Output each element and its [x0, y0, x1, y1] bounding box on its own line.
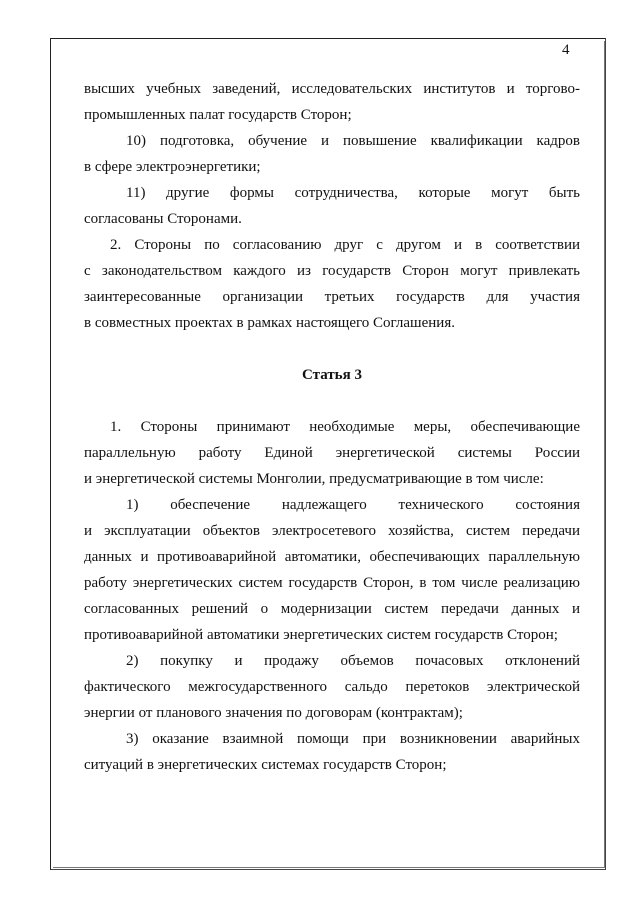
text-line: параллельную работу Единой энергетической системы России [84, 445, 580, 461]
article-heading: Статья 3 [302, 367, 362, 383]
spacer [84, 388, 580, 414]
text-line: согласованы Сторонами. [84, 211, 242, 227]
text-line: с законодательством каждого из государств Сторон могут привлекать [84, 263, 580, 279]
text-line: заинтересованные организации третьих государств для участия [84, 289, 580, 305]
text-line: 1) обеспечение надлежащего технического состояния [126, 497, 580, 513]
text-line: согласованных решений о модернизации систем передачи данных и [84, 601, 580, 617]
text-line: 2. Стороны по согласованию друг с другом и в соответствии [110, 237, 580, 253]
text-line: 11) другие формы сотрудничества, которые могут быть [126, 185, 580, 201]
text-line: энергии от планового значения по договорам (контрактам); [84, 705, 463, 721]
text-line: и энергетической системы Монголии, предусматривающие в том числе: [84, 471, 544, 487]
text-line: 1. Стороны принимают необходимые меры, обеспечивающие [110, 419, 580, 435]
text-line: работу энергетических систем государств Сторон, в том числе реализацию [84, 575, 580, 591]
text-line: высших учебных заведений, исследовательских институтов и торгово- [84, 81, 580, 97]
text-line: противоаварийной автоматики энергетических систем государств Сторон; [84, 627, 558, 643]
spacer [84, 336, 580, 362]
text-line: ситуаций в энергетических системах государств Сторон; [84, 757, 447, 773]
page-number: 4 [562, 42, 570, 58]
text-line: 3) оказание взаимной помощи при возникновении аварийных [126, 731, 580, 747]
document-body [84, 76, 580, 778]
text-line: и эксплуатации объектов электросетевого хозяйства, систем передачи [84, 523, 580, 539]
text-line: данных и противоаварийной автоматики, обеспечивающих параллельную [84, 549, 580, 565]
text-line: в совместных проектах в рамках настоящего Соглашения. [84, 315, 455, 331]
text-line: фактического межгосударственного сальдо перетоков электрической [84, 679, 580, 695]
text-line: в сфере электроэнергетики; [84, 159, 261, 175]
text-line: 10) подготовка, обучение и повышение квалификации кадров [126, 133, 580, 149]
text-line: промышленных палат государств Сторон; [84, 107, 352, 123]
text-line: 2) покупку и продажу объемов почасовых отклонений [126, 653, 580, 669]
